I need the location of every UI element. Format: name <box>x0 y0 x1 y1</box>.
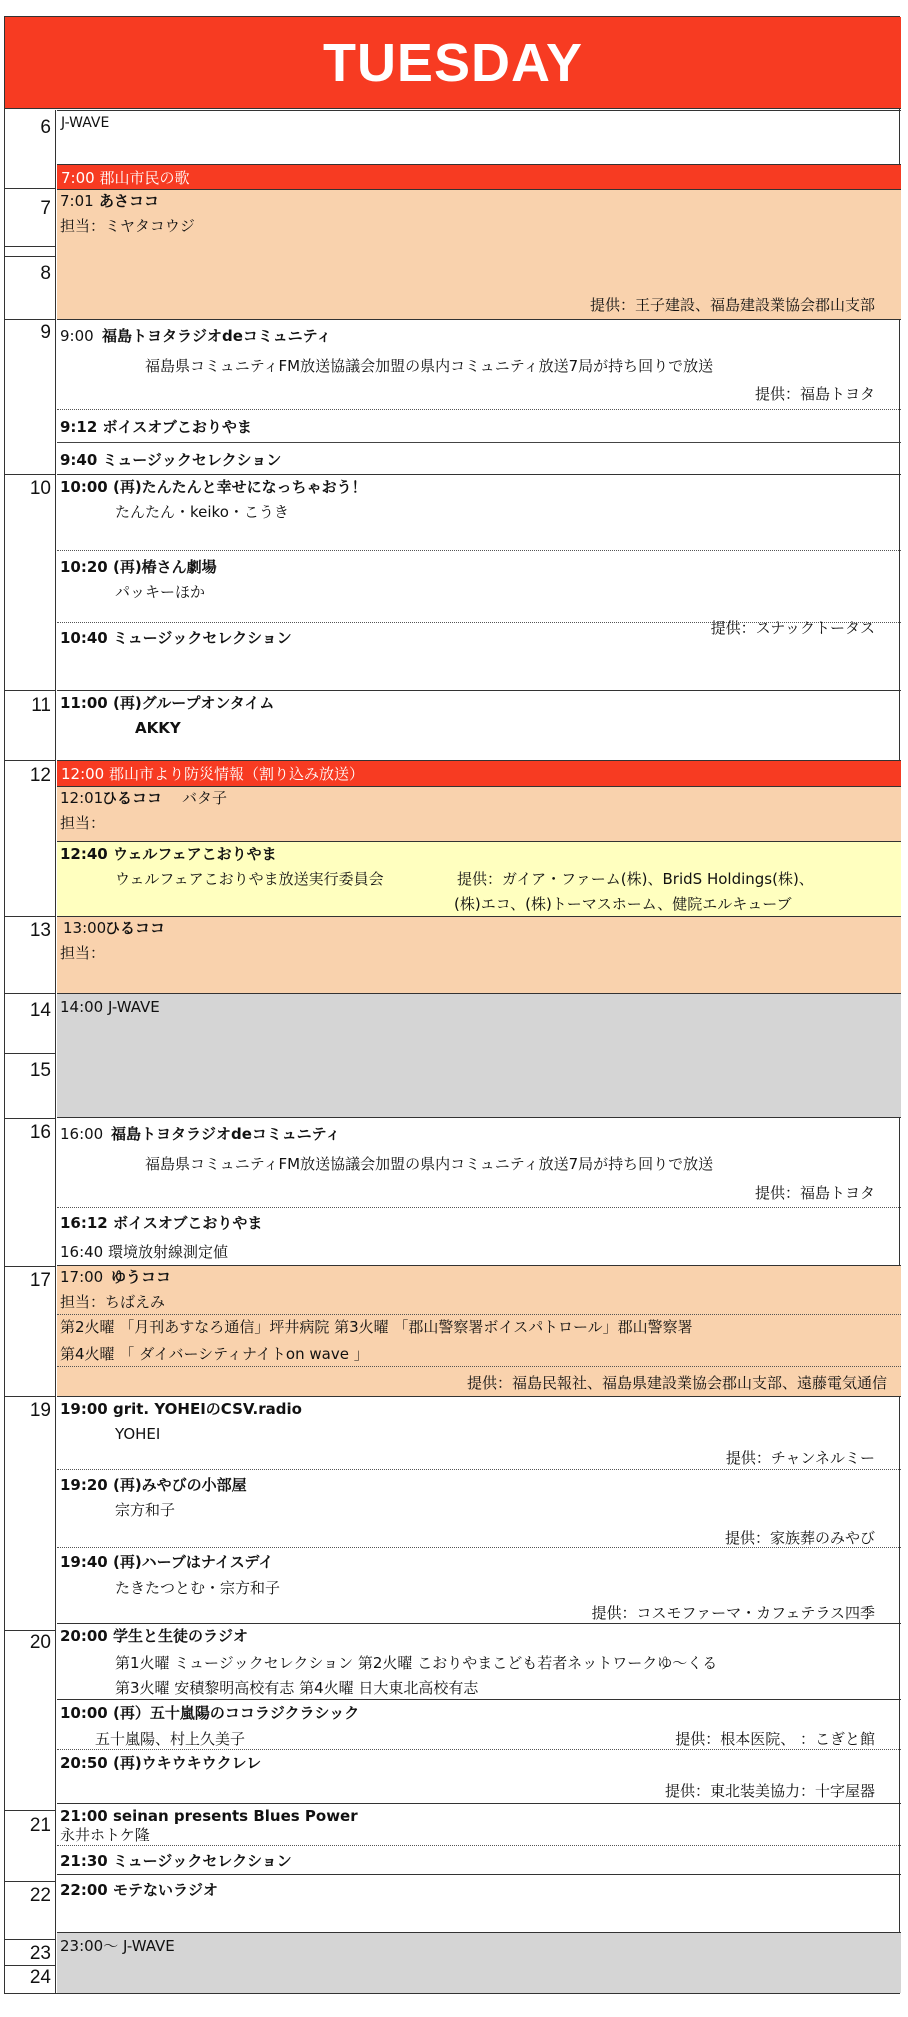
hour-label: 14 <box>29 1000 51 1021</box>
hour-label: 12 <box>29 765 51 786</box>
program-time: 9:00 <box>60 327 94 345</box>
program-title: 20:00 学生と生徒のラジオ <box>60 1627 248 1645</box>
program-title: 9:40 ミュージックセレクション <box>60 451 282 469</box>
program-desc: 福島県コミュニティFM放送協議会加盟の県内コミュニティ放送7局が持ち回りで放送 <box>145 357 714 375</box>
block-hirucoco-13 <box>57 916 901 993</box>
hour-label: 21 <box>29 1815 51 1836</box>
program-host: 担当：ちばえみ <box>60 1293 166 1311</box>
program-title: 福島トヨタラジオdeコミュニティ <box>102 327 332 345</box>
hour-label: 24 <box>29 1967 51 1988</box>
program-title: ゆうココ <box>111 1268 172 1286</box>
hour-label: 9 <box>40 322 51 343</box>
program-title: 23:00〜 J-WAVE <box>60 1937 175 1955</box>
hour-label: 20 <box>29 1632 51 1653</box>
program-time: 16:00 <box>60 1125 104 1143</box>
alert-title: 12:00 郡山市より防災情報（割り込み放送） <box>61 765 364 783</box>
sponsor: 提供：東北装美協力：十字屋器 <box>664 1782 875 1800</box>
program-title: 福島トヨタラジオdeコミュニティ <box>111 1125 341 1143</box>
block-welfare <box>57 841 901 916</box>
program-title: ひるココ <box>105 919 166 937</box>
program-title: 10:40 ミュージックセレクション <box>60 629 292 647</box>
hour-label: 15 <box>29 1060 51 1081</box>
program-cast: 五十嵐陽、村上久美子 <box>95 1730 246 1748</box>
hour-column <box>5 110 56 1993</box>
program-title: 7:00 郡山市民の歌 <box>61 169 190 187</box>
program-title: 9:12 ボイスオブこおりやま <box>60 418 252 436</box>
program-desc: 第1火曜 ミュージックセレクション 第2火曜 こおりやまこども若者ネットワークゆ〜くる <box>115 1654 718 1672</box>
program-title: ひるココ <box>102 789 163 807</box>
block-22 <box>57 1874 901 1932</box>
program-cast: たんたん・keiko・こうき <box>115 503 289 521</box>
sponsor: (株)エコ、(株)トーマスホーム、健院エルキューブ <box>454 895 792 913</box>
program-cast: パッキーほか <box>115 583 206 601</box>
block-anthem <box>57 164 901 189</box>
program-title: J-WAVE <box>61 115 110 131</box>
day-title: TUESDAY <box>322 32 584 93</box>
program-time: 17:00 <box>60 1268 104 1286</box>
sponsor: 提供：王子建設、福島建設業協会郡山支部 <box>589 296 875 314</box>
hour-label: 10 <box>29 478 51 499</box>
block-10 <box>57 474 901 690</box>
program-cast: AKKY <box>135 719 181 737</box>
block-11 <box>57 690 901 760</box>
sponsor: 提供：チャンネルミー <box>725 1449 875 1467</box>
hour-label: 19 <box>29 1400 51 1421</box>
program-title: 16:40 環境放射線測定値 <box>60 1243 228 1261</box>
sponsor: 提供：家族葬のみやび <box>724 1529 875 1547</box>
program-time: 12:01 <box>60 789 104 807</box>
program-host: 担当： <box>60 814 106 832</box>
hour-label: 8 <box>40 263 51 284</box>
program-title: あさココ <box>99 192 160 210</box>
program-title: 11:00 (再)グループオンタイム <box>60 694 275 712</box>
sponsor: 提供：ガイア・ファーム(株)、BridS Holdings(株)、 <box>457 870 814 888</box>
block-19 <box>57 1396 901 1623</box>
program-host: 担当： <box>60 944 106 962</box>
block-asacoco <box>57 189 901 319</box>
program-desc: 福島県コミュニティFM放送協議会加盟の県内コミュニティ放送7局が持ち回りで放送 <box>145 1155 714 1173</box>
program-cast: 永井ホトケ隆 <box>60 1826 150 1844</box>
hour-label: 23 <box>29 1943 51 1964</box>
sponsor: 提供：福島トヨタ <box>754 1184 875 1202</box>
program-desc: 第2火曜 「月刊あすなろ通信」坪井病院 第3火曜 「郡山警察署ボイスパトロール」郡山警察署 <box>60 1318 693 1336</box>
hour-label: 6 <box>40 117 51 138</box>
block-6 <box>57 110 901 164</box>
program-title: 19:00 grit. YOHEIのCSV.radio <box>60 1400 302 1418</box>
program-desc: 第3火曜 安積黎明高校有志 第4火曜 日大東北高校有志 <box>115 1679 479 1697</box>
block-jwave <box>57 993 901 1117</box>
program-title: 20:50 (再)ウキウキウクレレ <box>60 1754 262 1772</box>
sponsor: 提供：福島トヨタ <box>754 385 875 403</box>
block-20 <box>57 1623 901 1803</box>
sponsor: 提供：コスモファーマ・カフェテラス四季 <box>591 1604 875 1622</box>
sponsor: 提供：福島民報社、福島県建設業協会郡山支部、遠藤電気通信 <box>466 1374 887 1392</box>
program-title: 22:00 モテないラジオ <box>60 1881 218 1899</box>
block-hirucoco <box>57 786 901 841</box>
block-21 <box>57 1803 901 1874</box>
program-title: 14:00 J-WAVE <box>60 998 160 1016</box>
block-16 <box>57 1117 901 1265</box>
block-yucoco <box>57 1265 901 1396</box>
program-cast: バタ子 <box>182 789 228 807</box>
sponsor: 提供：スナックトータス <box>710 619 875 637</box>
schedule-table <box>4 16 900 1994</box>
program-time: 7:01 <box>60 192 94 210</box>
hour-label: 13 <box>29 920 51 941</box>
program-title: 10:00 (再)たんたんと幸せになっちゃおう！ <box>60 478 367 496</box>
program-title: 10:00 (再）五十嵐陽のココラジクラシック <box>60 1704 360 1722</box>
hour-label: 17 <box>29 1270 51 1291</box>
program-host: 担当：ミヤタコウジ <box>60 217 195 235</box>
program-desc: 第4火曜 「 ダイバーシティナイトon wave 」 <box>60 1345 369 1363</box>
program-title: 12:40 ウェルフェアこおりやま <box>60 845 277 863</box>
block-alert <box>57 760 901 786</box>
program-time: 13:00 <box>63 919 107 937</box>
program-title: 16:12 ボイスオブこおりやま <box>60 1214 263 1232</box>
program-title: 10:20 (再)椿さん劇場 <box>60 558 217 576</box>
hour-label: 11 <box>31 695 51 716</box>
block-9 <box>57 319 901 474</box>
hour-label: 22 <box>29 1885 51 1906</box>
sponsor: 提供：根本医院、 ：こぎと館 <box>675 1730 875 1748</box>
program-cast: たきたつとむ・宗方和子 <box>115 1579 281 1597</box>
day-header <box>5 17 901 109</box>
program-title: 19:20 (再)みやびの小部屋 <box>60 1476 247 1494</box>
hour-label: 16 <box>29 1122 51 1143</box>
program-cast: ウェルフェアこおりやま放送実行委員会 <box>115 870 384 888</box>
program-cast: YOHEI <box>115 1425 161 1443</box>
program-title: 21:00 seinan presents Blues Power <box>60 1807 358 1825</box>
block-jwave-night <box>57 1932 901 1993</box>
program-title: 19:40 (再)ハーブはナイスデイ <box>60 1553 274 1571</box>
hour-label: 7 <box>40 198 51 219</box>
program-title: 21:30 ミュージックセレクション <box>60 1852 292 1870</box>
program-cast: 宗方和子 <box>115 1501 176 1519</box>
